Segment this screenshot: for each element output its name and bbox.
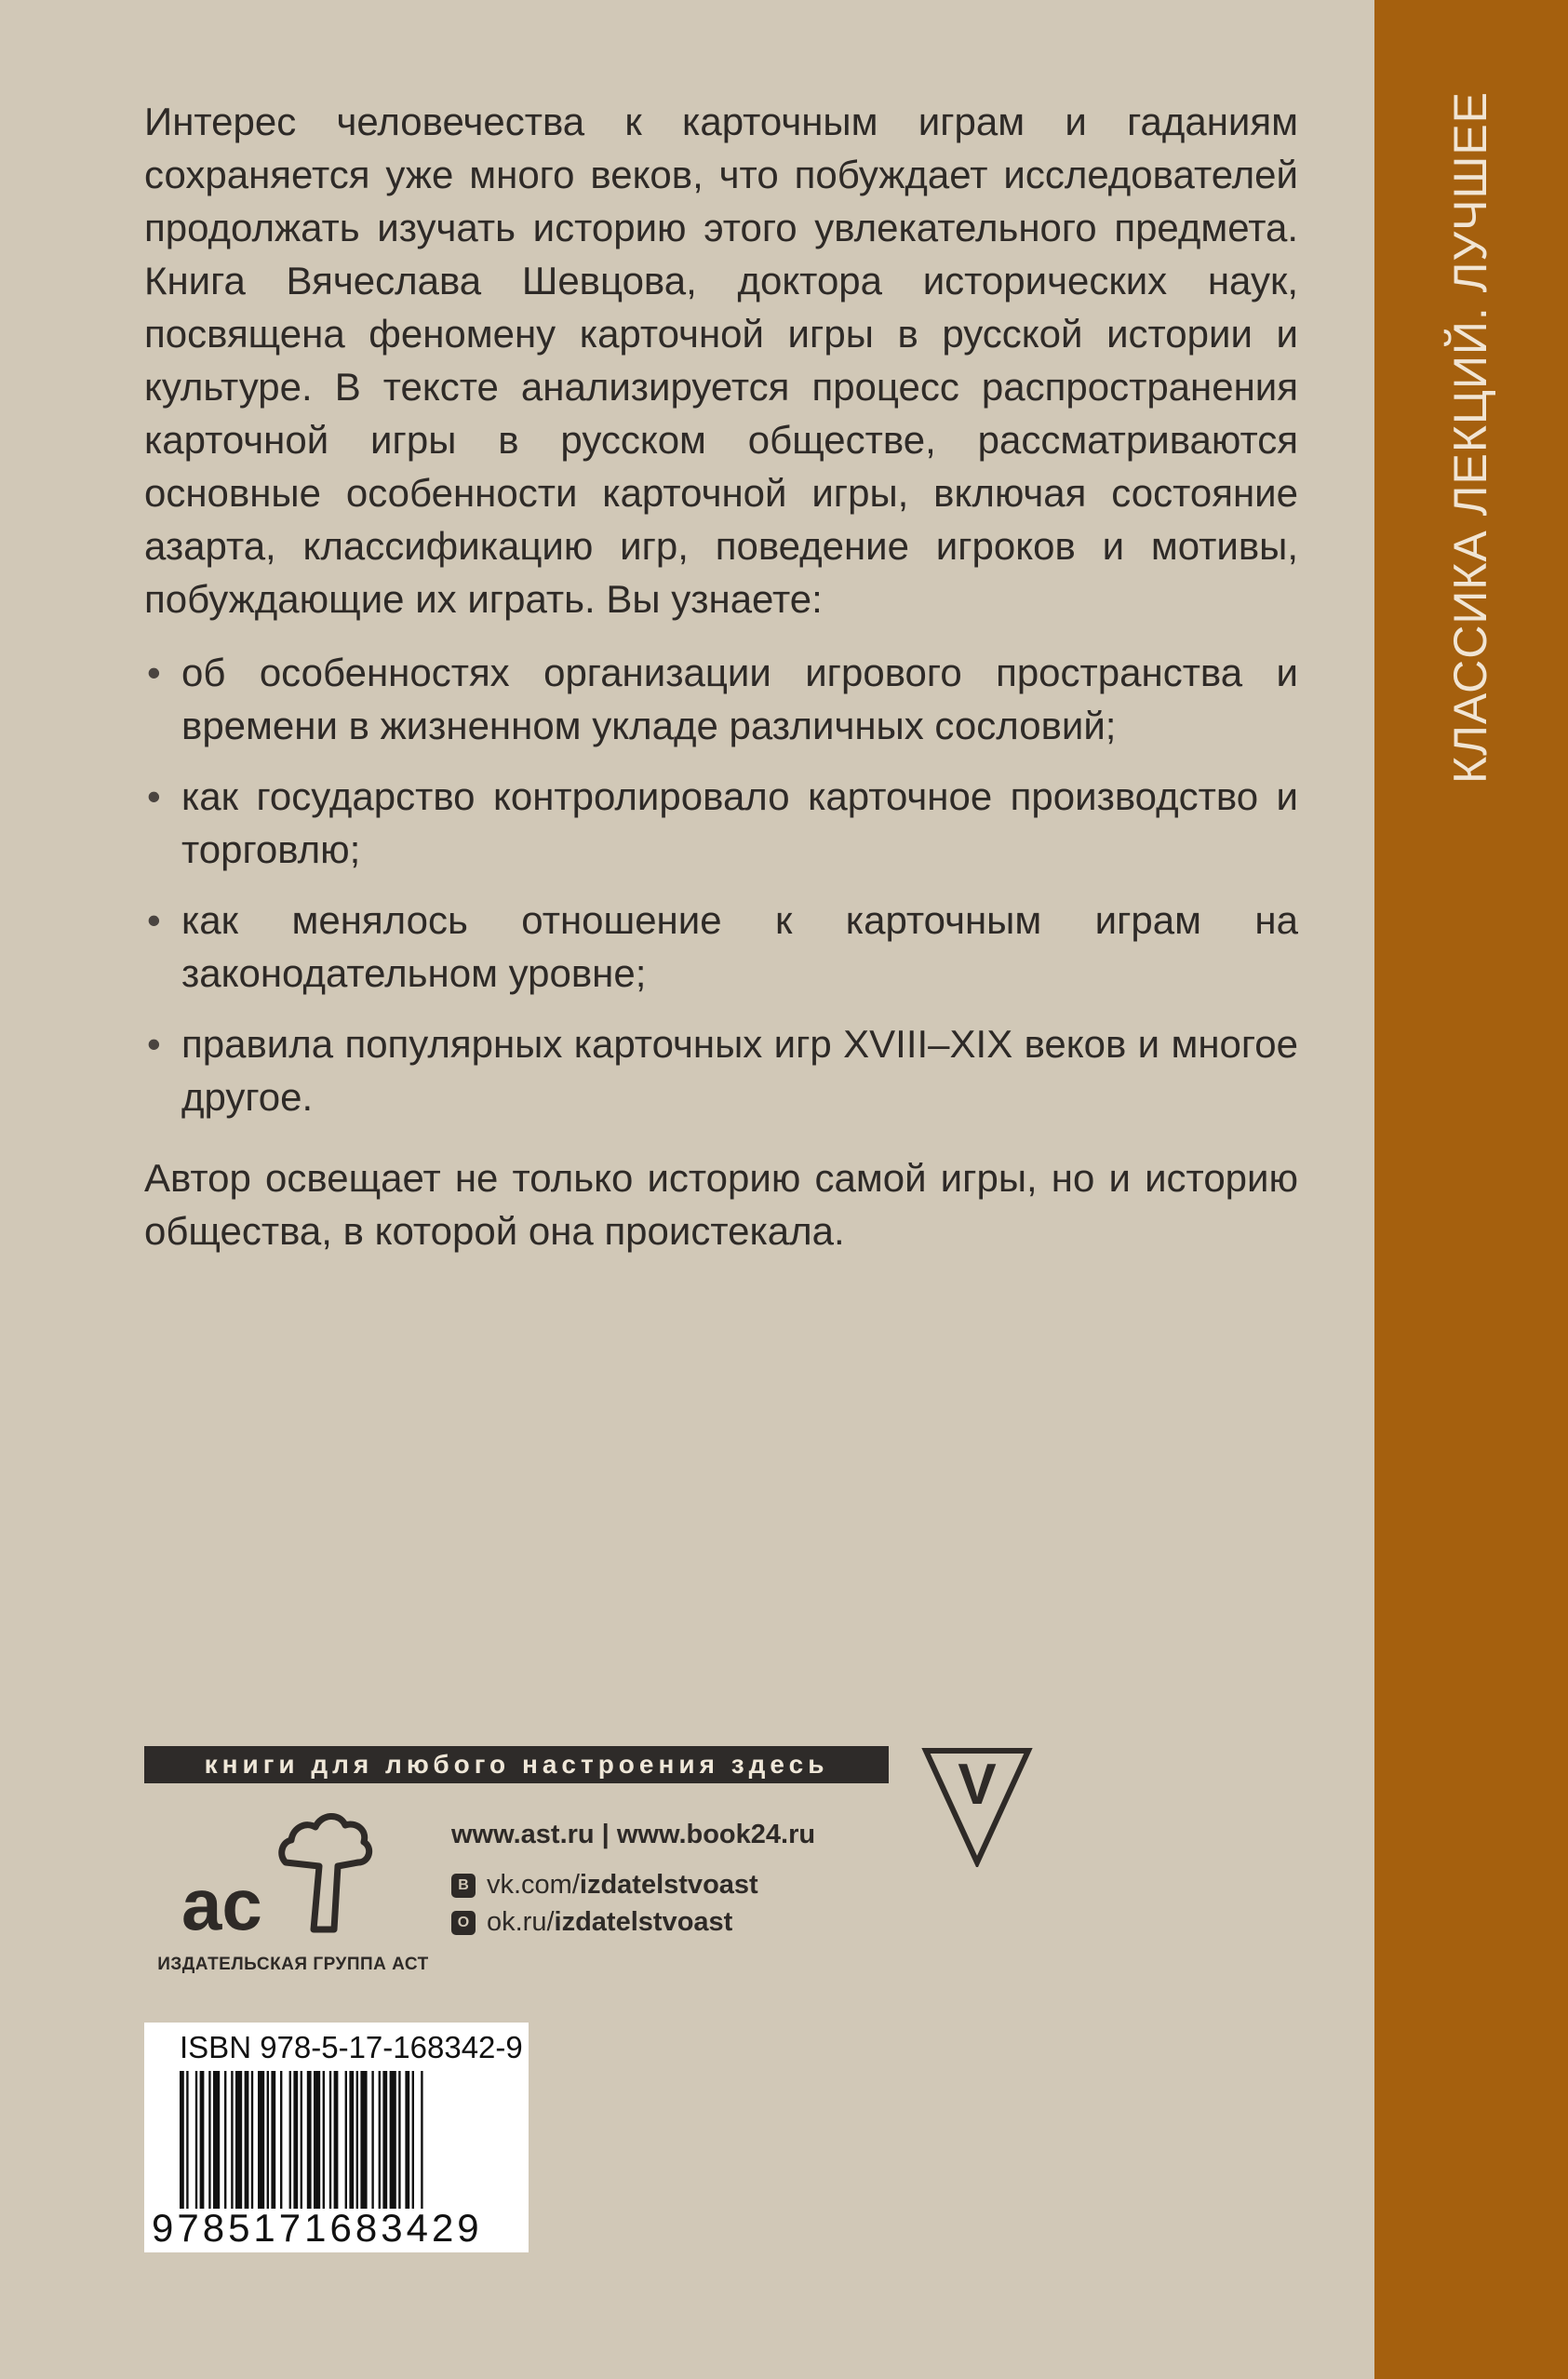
barcode-bar xyxy=(360,2071,367,2209)
ean-digits: 9785171683429 xyxy=(152,2206,483,2250)
barcode-bar xyxy=(405,2071,409,2209)
list-item: • как государство контролировало карточное производство и торговлю; xyxy=(144,770,1298,876)
publisher-slogan: книги для любого настроения здесь xyxy=(144,1746,889,1783)
list-item: • об особенностях организации игрового пространства и времени в жизненном укладе различных сословий; xyxy=(144,646,1298,752)
barcode-bar xyxy=(356,2071,358,2209)
barcode-bar xyxy=(334,2071,339,2209)
ast-logo-text: ac xyxy=(181,1863,262,1941)
barcode-bar xyxy=(390,2071,396,2209)
barcode-bar xyxy=(382,2071,387,2209)
annotation-closing: Автор освещает не только историю самой игры, но и историю общества, в которой она проистекала. xyxy=(144,1156,1298,1253)
annotation-intro: Интерес человечества к карточным играм и гаданиям сохраняется уже много веков, что побуждает исследователей продолжать изучать историю этого увлекательного предмета. Книга Вячеслава Шевцова, доктора исторических наук, посвящена феномену карточной игры в русской истории и культуре. В тексте анализируется процесс распространения карточной игры в русском обществе, рассматриваются основные особенности карточной игры, включая состояние азарта, классификацию игр, поведение игроков и мотивы, побуждающие их играть. Вы узнаете: xyxy=(144,100,1298,621)
barcode-bar xyxy=(200,2071,205,2209)
series-title: КЛАССИКА ЛЕКЦИЙ. ЛУЧШЕЕ xyxy=(1444,90,1496,785)
ok-icon: О xyxy=(451,1911,476,1935)
barcode-bar xyxy=(314,2071,320,2209)
barcode-bar xyxy=(208,2071,210,2209)
barcode-bar xyxy=(398,2071,400,2209)
barcode-bar xyxy=(349,2071,354,2209)
ok-prefix: ok.ru/ xyxy=(487,1907,555,1937)
barcode-bar xyxy=(186,2071,188,2209)
v-logo xyxy=(921,1746,1033,1872)
list-item: • как менялось отношение к карточным играм на законодательном уровне; xyxy=(144,894,1298,1000)
barcode-bar xyxy=(345,2071,347,2209)
barcode-bar xyxy=(293,2071,298,2209)
barcode-bar xyxy=(280,2071,282,2209)
barcode-bar xyxy=(421,2071,422,2209)
isbn-number: ISBN 978-5-17-168342-9 xyxy=(180,2030,523,2064)
publisher-name: ИЗДАТЕЛЬСКАЯ ГРУППА АСТ xyxy=(157,1955,429,1974)
barcode-bar xyxy=(267,2071,269,2209)
vk-icon: В xyxy=(451,1874,476,1898)
barcode-bar xyxy=(329,2071,331,2209)
book-annotation xyxy=(144,95,1298,1257)
publisher-websites[interactable]: www.ast.ru | www.book24.ru xyxy=(451,1820,816,1849)
vk-handle: izdatelstvoast xyxy=(579,1870,758,1900)
bullet-list xyxy=(144,646,1298,1123)
list-item: • правила популярных карточных игр XVIII–XIX веков и многое другое. xyxy=(144,1017,1298,1123)
vk-prefix: vk.com/ xyxy=(487,1870,580,1900)
barcode-bar xyxy=(235,2071,242,2209)
barcode-bar xyxy=(271,2071,275,2209)
barcode-bar xyxy=(412,2071,414,2209)
ast-logo xyxy=(181,1801,405,1945)
barcode-bar xyxy=(301,2071,302,2209)
barcode-bar xyxy=(371,2071,373,2209)
barcode-bar xyxy=(231,2071,233,2209)
barcode-bar xyxy=(180,2071,184,2209)
barcode-bar xyxy=(258,2071,264,2209)
barcode-bar xyxy=(307,2071,312,2209)
barcode-bar xyxy=(323,2071,325,2209)
barcode-bar xyxy=(379,2071,381,2209)
barcode-bar xyxy=(245,2071,249,2209)
barcode-bar xyxy=(251,2071,253,2209)
tree-figure xyxy=(282,1816,369,1929)
isbn-barcode xyxy=(144,2023,529,2252)
ok-link[interactable] xyxy=(451,1907,732,1938)
barcode-bar xyxy=(289,2071,291,2209)
barcode-bars xyxy=(180,2071,496,2209)
vk-link[interactable] xyxy=(451,1870,758,1901)
barcode-bar xyxy=(213,2071,220,2209)
barcode-bar xyxy=(195,2071,197,2209)
barcode-bar xyxy=(224,2071,226,2209)
ok-handle: izdatelstvoast xyxy=(554,1907,733,1937)
v-logo-letter: V xyxy=(958,1753,997,1817)
